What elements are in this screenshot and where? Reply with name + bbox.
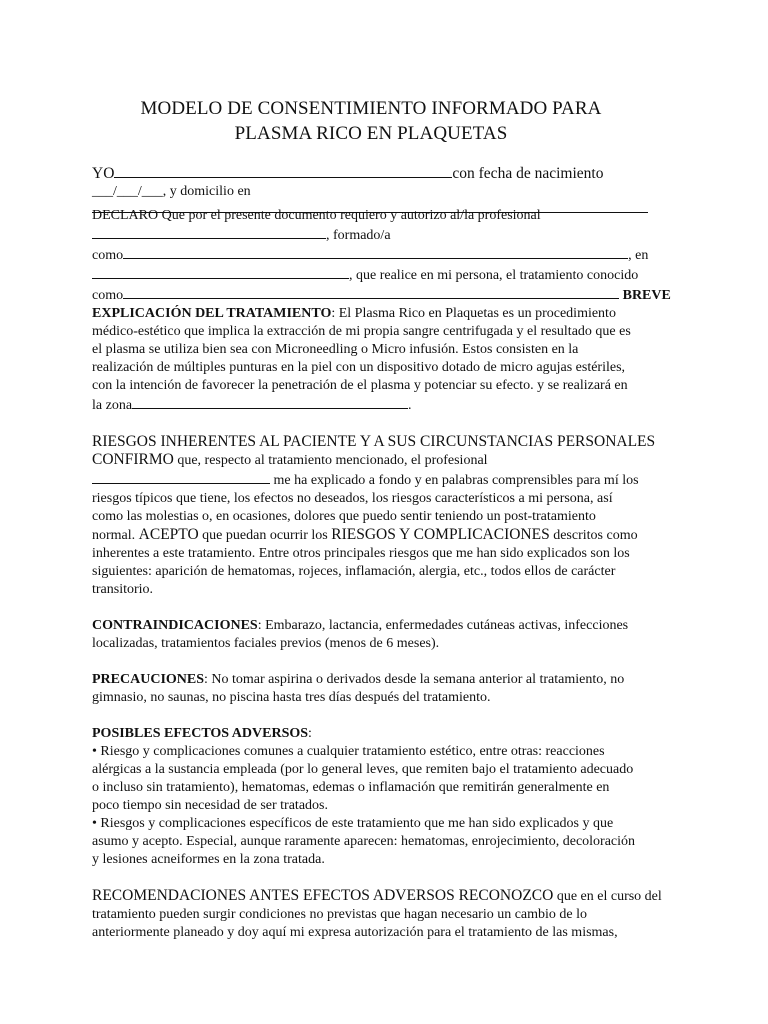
como-line-2 [92, 285, 671, 305]
declaro-label: DECLARO [92, 208, 159, 223]
declaro-text: Que por el presente documento requiero y autorizo al/la profesional [161, 208, 541, 223]
efectos-b2-1: asumo y acepto. Especial, aunque raramente aparecen: hematomas, enrojecimiento, decoloración [92, 834, 636, 849]
contra-text-2: localizadas, tratamientos faciales previos (menos de 6 meses). [92, 636, 440, 651]
como-label-1: como [92, 248, 124, 263]
precauciones-heading: PRECAUCIONES [92, 672, 205, 687]
efectos-colon: : [308, 726, 312, 741]
yo-label: YO [92, 165, 115, 182]
explicacion-text-4: con la intención de favorecer la penetración de el plasma y potenciar su efecto. y se realizará en [92, 378, 628, 393]
como-line-1 [92, 245, 650, 265]
explicado-line [92, 470, 650, 490]
acepto-line [92, 526, 650, 545]
zona-label: la zona [92, 398, 133, 413]
date-line: ___/___/___, y domicilio en [92, 184, 251, 199]
efectos-b1-0: • Riesgo y complicaciones comunes a cualquier tratamiento estético, entre otras: reacciones [92, 744, 605, 759]
riesgos-comp-label: RIESGOS Y COMPLICACIONES [331, 526, 550, 543]
zona-line [92, 395, 650, 415]
explicacion-line-1 [92, 305, 650, 323]
breve-label: BREVE [622, 288, 671, 303]
confirmo-line [92, 451, 650, 470]
title-line-1: MODELO DE CONSENTIMIENTO INFORMADO PARA [140, 98, 602, 119]
efectos-b2-0: • Riesgos y complicaciones específicos de este tratamiento que me han sido explicados y que [92, 816, 614, 831]
riesgos-heading: RIESGOS INHERENTES AL PACIENTE Y A SUS CIRCUNSTANCIAS PERSONALES [92, 433, 656, 450]
explicacion-text-0: : El Plasma Rico en Plaquetas es un procedimiento [331, 306, 616, 321]
en-label: , en [628, 248, 649, 263]
profesional-blank-2[interactable] [92, 470, 270, 484]
como-blank-1[interactable] [123, 245, 628, 259]
efectos-b2-2: y lesiones acneiformes en la zona tratada. [92, 852, 325, 867]
treatment-blank[interactable] [123, 285, 619, 299]
efectos-heading: POSIBLES EFECTOS ADVERSOS [92, 726, 309, 741]
location-blank[interactable] [92, 265, 349, 279]
contra-heading: CONTRAINDICACIONES [92, 618, 258, 633]
recomendaciones-heading: RECOMENDACIONES ANTES EFECTOS ADVERSOS RECONOZCO [92, 887, 554, 904]
contra-line-1 [92, 617, 650, 635]
title-line-2: PLASMA RICO EN PLAQUETAS [234, 123, 508, 144]
acepto-label: ACEPTO [138, 526, 199, 543]
explicacion-text-1: médico-estético que implica la extracción de mi propia sangre centrifugada y el resultado que es [92, 324, 631, 339]
explicado-text: me ha explicado a fondo y en palabras comprensibles para mí los [273, 473, 639, 488]
explicacion-text-2: el plasma se utiliza bien sea con Microneedling o Micro infusión. Estos consisten en la [92, 342, 579, 357]
acepto-pre: normal. [92, 528, 139, 543]
recomendaciones-line-1 [92, 887, 662, 906]
precauciones-text-2: gimnasio, no saunas, no piscina hasta tres días después del tratamiento. [92, 690, 491, 705]
birth-label: con fecha de nacimiento [452, 165, 604, 182]
recomendaciones-text-2: tratamiento pueden surgir condiciones no previstas que hagan necesario un cambio de lo [92, 907, 588, 922]
realice-text: , que realice en mi persona, el tratamiento conocido [349, 268, 639, 283]
recomendaciones-text-3: anteriormente planeado y doy aquí mi expresa autorización para el tratamiento de las mismas, [92, 925, 618, 940]
confirmo-label: CONFIRMO [92, 451, 174, 468]
contra-text-1: : Embarazo, lactancia, enfermedades cutáneas activas, infecciones [257, 618, 629, 633]
acepto-post: descritos como [549, 528, 638, 543]
efectos-b1-2: o incluso sin tratamiento), hematomas, edemas o inflamación que remitirán generalmente en [92, 780, 610, 795]
realice-line [92, 265, 650, 285]
yo-line [92, 164, 650, 183]
riesgos-text-1: como las molestias o, en ocasiones, dolores que puedo sentir teniendo un post-tratamiento [92, 509, 596, 524]
efectos-b1-3: poco tiempo sin necesidad de ser tratados. [92, 798, 328, 813]
riesgos-text-4: transitorio. [92, 582, 154, 597]
precauciones-line-1 [92, 671, 650, 689]
recomendaciones-text-1: que en el curso del [553, 889, 662, 904]
professional-blank[interactable] [92, 225, 326, 239]
precauciones-text-1: : No tomar aspirina o derivados desde la semana anterior al tratamiento, no [204, 672, 625, 687]
consent-document [92, 96, 671, 942]
document-body [92, 164, 671, 942]
name-blank[interactable] [114, 164, 452, 178]
formado-label: , formado/a [326, 228, 391, 243]
professional-line [92, 225, 650, 245]
zona-end: . [408, 398, 412, 413]
efectos-b1-1: alérgicas a la sustancia empleada (por lo general leves, que remiten bajo el tratamiento adecuado [92, 762, 634, 777]
confirmo-text: que, respecto al tratamiento mencionado, el profesional [177, 453, 488, 468]
riesgos-text-2: inherentes a este tratamiento. Entre otros principales riesgos que me han sido explicados son los [92, 546, 630, 561]
explicacion-text-3: realización de múltiples punturas en la piel con un dispositivo dotado de micro agujas estériles, [92, 360, 626, 375]
acepto-mid: que puedan ocurrir los [198, 528, 332, 543]
zona-blank[interactable] [132, 395, 408, 409]
explicacion-heading: EXPLICACIÓN DEL TRATAMIENTO [92, 306, 332, 321]
riesgos-text-0: riesgos típicos que tiene, los efectos no deseados, los riesgos característicos a mi persona, así [92, 491, 613, 506]
efectos-heading-line [92, 725, 650, 743]
document-title [92, 96, 650, 146]
como-label-2: como [92, 288, 124, 303]
riesgos-text-3: siguientes: aparición de hematomas, rojeces, inflamación, alergia, etc., todos ellos de carácter [92, 564, 616, 579]
